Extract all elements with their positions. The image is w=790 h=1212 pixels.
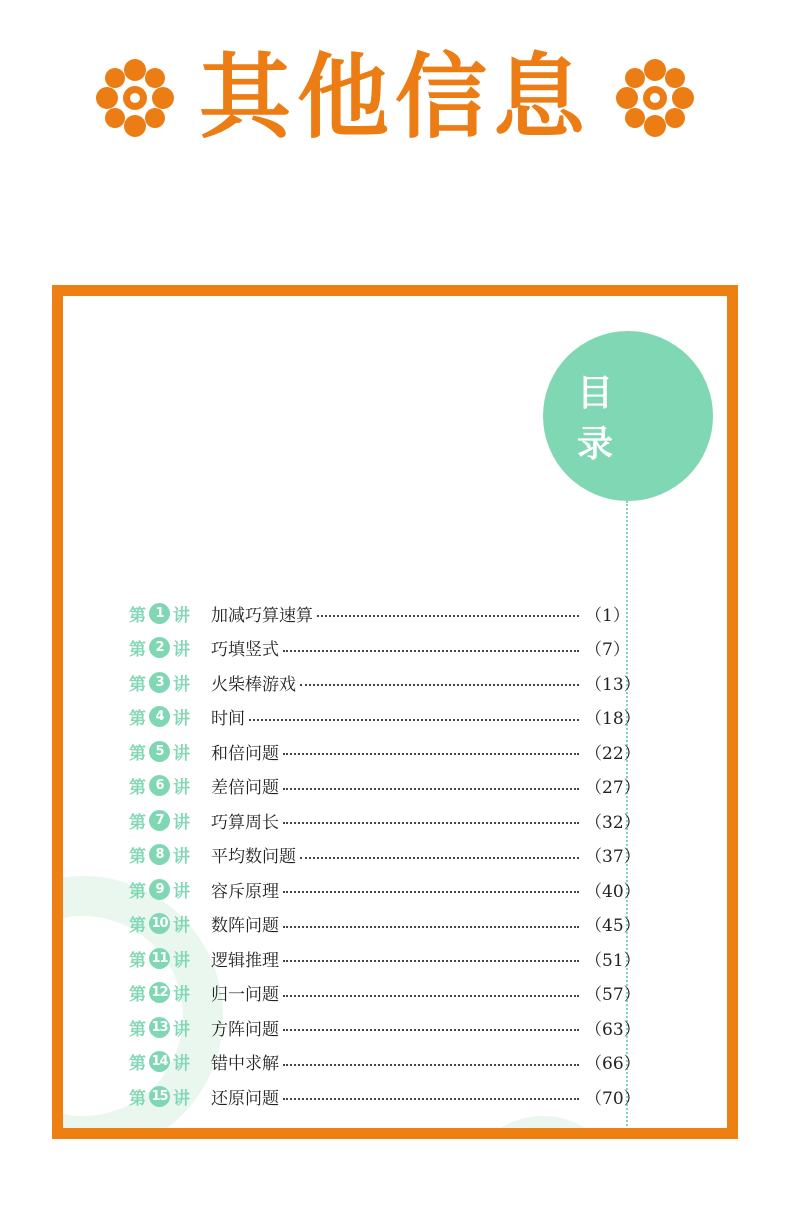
toc-entry[interactable]: [129, 734, 641, 769]
lecture-suffix: 讲: [173, 916, 190, 937]
entry-title: 和倍问题: [211, 743, 279, 764]
lecture-prefix: 第: [129, 640, 146, 661]
entry-title: 火柴棒游戏: [211, 674, 296, 695]
lecture-prefix: 第: [129, 916, 146, 937]
dot-leader: [283, 1029, 579, 1031]
lecture-number-badge: 4: [149, 706, 170, 727]
lecture-label: [129, 1084, 211, 1109]
lecture-label: [129, 877, 211, 902]
lecture-suffix: 讲: [173, 1088, 190, 1109]
page-number: （51）: [585, 950, 641, 971]
toc-entry[interactable]: [129, 941, 641, 976]
toc-heading: 目录: [577, 373, 648, 465]
lecture-prefix: 第: [129, 950, 146, 971]
dot-leader: [283, 822, 579, 824]
toc-frame: [52, 285, 738, 1139]
page-number: （37）: [585, 847, 641, 868]
lecture-label: [129, 773, 211, 798]
lecture-suffix: 讲: [173, 709, 190, 730]
lecture-suffix: 讲: [173, 778, 190, 799]
lecture-suffix: 讲: [173, 881, 190, 902]
entry-title: 逻辑推理: [211, 950, 279, 971]
lecture-label: [129, 842, 211, 867]
decorative-ring: [463, 1116, 623, 1139]
page-header: [0, 38, 790, 158]
entry-title: 数阵问题: [211, 916, 279, 937]
entry-title: 平均数问题: [211, 847, 296, 868]
lecture-prefix: 第: [129, 1054, 146, 1075]
entry-title: 错中求解: [211, 1054, 279, 1075]
toc-entry[interactable]: [129, 596, 629, 631]
lecture-suffix: 讲: [173, 640, 190, 661]
lecture-number-badge: 5: [149, 741, 170, 762]
lecture-number-badge: 7: [149, 810, 170, 831]
entry-title: 还原问题: [211, 1088, 279, 1109]
page-number: （32）: [585, 812, 641, 833]
lecture-label: [129, 635, 211, 660]
lecture-label: [129, 670, 211, 695]
lecture-number-badge: 3: [149, 672, 170, 693]
lecture-prefix: 第: [129, 778, 146, 799]
dot-leader: [300, 857, 579, 859]
lecture-label: [129, 739, 211, 764]
lecture-label: [129, 704, 211, 729]
toc-entry[interactable]: [129, 1079, 641, 1114]
dot-leader: [283, 960, 579, 962]
entry-title: 差倍问题: [211, 778, 279, 799]
entry-title: 方阵问题: [211, 1019, 279, 1040]
lecture-prefix: 第: [129, 709, 146, 730]
page-number: （57）: [585, 985, 641, 1006]
toc-entry[interactable]: [129, 976, 641, 1011]
dot-leader: [283, 1064, 579, 1066]
lecture-number-badge: 15: [149, 1086, 170, 1107]
lecture-number-badge: 13: [149, 1017, 170, 1038]
lecture-number-badge: 12: [149, 982, 170, 1003]
lecture-suffix: 讲: [173, 605, 190, 626]
lecture-prefix: 第: [129, 881, 146, 902]
dot-leader: [283, 995, 579, 997]
page-number: （1）: [585, 605, 630, 626]
toc-list: [129, 596, 641, 1114]
lecture-suffix: 讲: [173, 950, 190, 971]
entry-title: 时间: [211, 709, 245, 730]
page-number: （22）: [585, 743, 641, 764]
lecture-prefix: 第: [129, 847, 146, 868]
page-number: （40）: [585, 881, 641, 902]
page-number: （70）: [585, 1088, 641, 1109]
entry-title: 加减巧算速算: [211, 605, 313, 626]
lecture-prefix: 第: [129, 1019, 146, 1040]
toc-entry[interactable]: [129, 769, 641, 804]
dot-leader: [283, 1098, 579, 1100]
lecture-prefix: 第: [129, 1088, 146, 1109]
dot-leader: [283, 926, 579, 928]
toc-entry[interactable]: [129, 803, 641, 838]
lecture-number-badge: 11: [149, 948, 170, 969]
lecture-label: [129, 601, 211, 626]
page-number: （13）: [585, 674, 641, 695]
dot-leader: [283, 650, 579, 652]
flower-icon: [613, 56, 697, 140]
toc-entry[interactable]: [129, 631, 629, 666]
page-number: （45）: [585, 916, 641, 937]
toc-entry[interactable]: [129, 907, 641, 942]
page-number: （27）: [585, 778, 641, 799]
dot-leader: [300, 684, 579, 686]
lecture-suffix: 讲: [173, 743, 190, 764]
lecture-suffix: 讲: [173, 1019, 190, 1040]
toc-entry[interactable]: [129, 665, 641, 700]
lecture-label: [129, 980, 211, 1005]
lecture-number-badge: 10: [149, 913, 170, 934]
lecture-suffix: 讲: [173, 985, 190, 1006]
entry-title: 归一问题: [211, 985, 279, 1006]
dot-leader: [283, 788, 579, 790]
lecture-suffix: 讲: [173, 847, 190, 868]
entry-title: 巧算周长: [211, 812, 279, 833]
flower-icon: [93, 56, 177, 140]
dot-leader: [283, 891, 579, 893]
page-title: 其他信息: [198, 44, 591, 151]
lecture-number-badge: 14: [149, 1051, 170, 1072]
page-number: （63）: [585, 1019, 641, 1040]
toc-entry[interactable]: [129, 838, 641, 873]
entry-title: 巧填竖式: [211, 640, 279, 661]
toc-entry[interactable]: [129, 872, 641, 907]
lecture-number-badge: 1: [149, 603, 170, 624]
lecture-label: [129, 911, 211, 936]
dot-leader: [249, 719, 579, 721]
lecture-suffix: 讲: [173, 812, 190, 833]
lecture-label: [129, 946, 211, 971]
lecture-prefix: 第: [129, 743, 146, 764]
dot-leader: [317, 615, 579, 617]
lecture-prefix: 第: [129, 985, 146, 1006]
toc-entry[interactable]: [129, 1045, 641, 1080]
entry-title: 容斥原理: [211, 881, 279, 902]
page-number: （7）: [585, 640, 630, 661]
lecture-number-badge: 9: [149, 879, 170, 900]
lecture-prefix: 第: [129, 605, 146, 626]
lecture-suffix: 讲: [173, 674, 190, 695]
lecture-label: [129, 1049, 211, 1074]
lecture-prefix: 第: [129, 674, 146, 695]
lecture-label: [129, 808, 211, 833]
lecture-number-badge: 8: [149, 844, 170, 865]
lecture-number-badge: 6: [149, 775, 170, 796]
page-number: （66）: [585, 1054, 641, 1075]
page-number: （18）: [585, 709, 641, 730]
toc-entry[interactable]: [129, 700, 641, 735]
lecture-number-badge: 2: [149, 637, 170, 658]
lecture-label: [129, 1015, 211, 1040]
toc-entry[interactable]: [129, 1010, 641, 1045]
lecture-suffix: 讲: [173, 1054, 190, 1075]
toc-heading-circle: [543, 331, 713, 501]
lecture-prefix: 第: [129, 812, 146, 833]
dot-leader: [283, 753, 579, 755]
